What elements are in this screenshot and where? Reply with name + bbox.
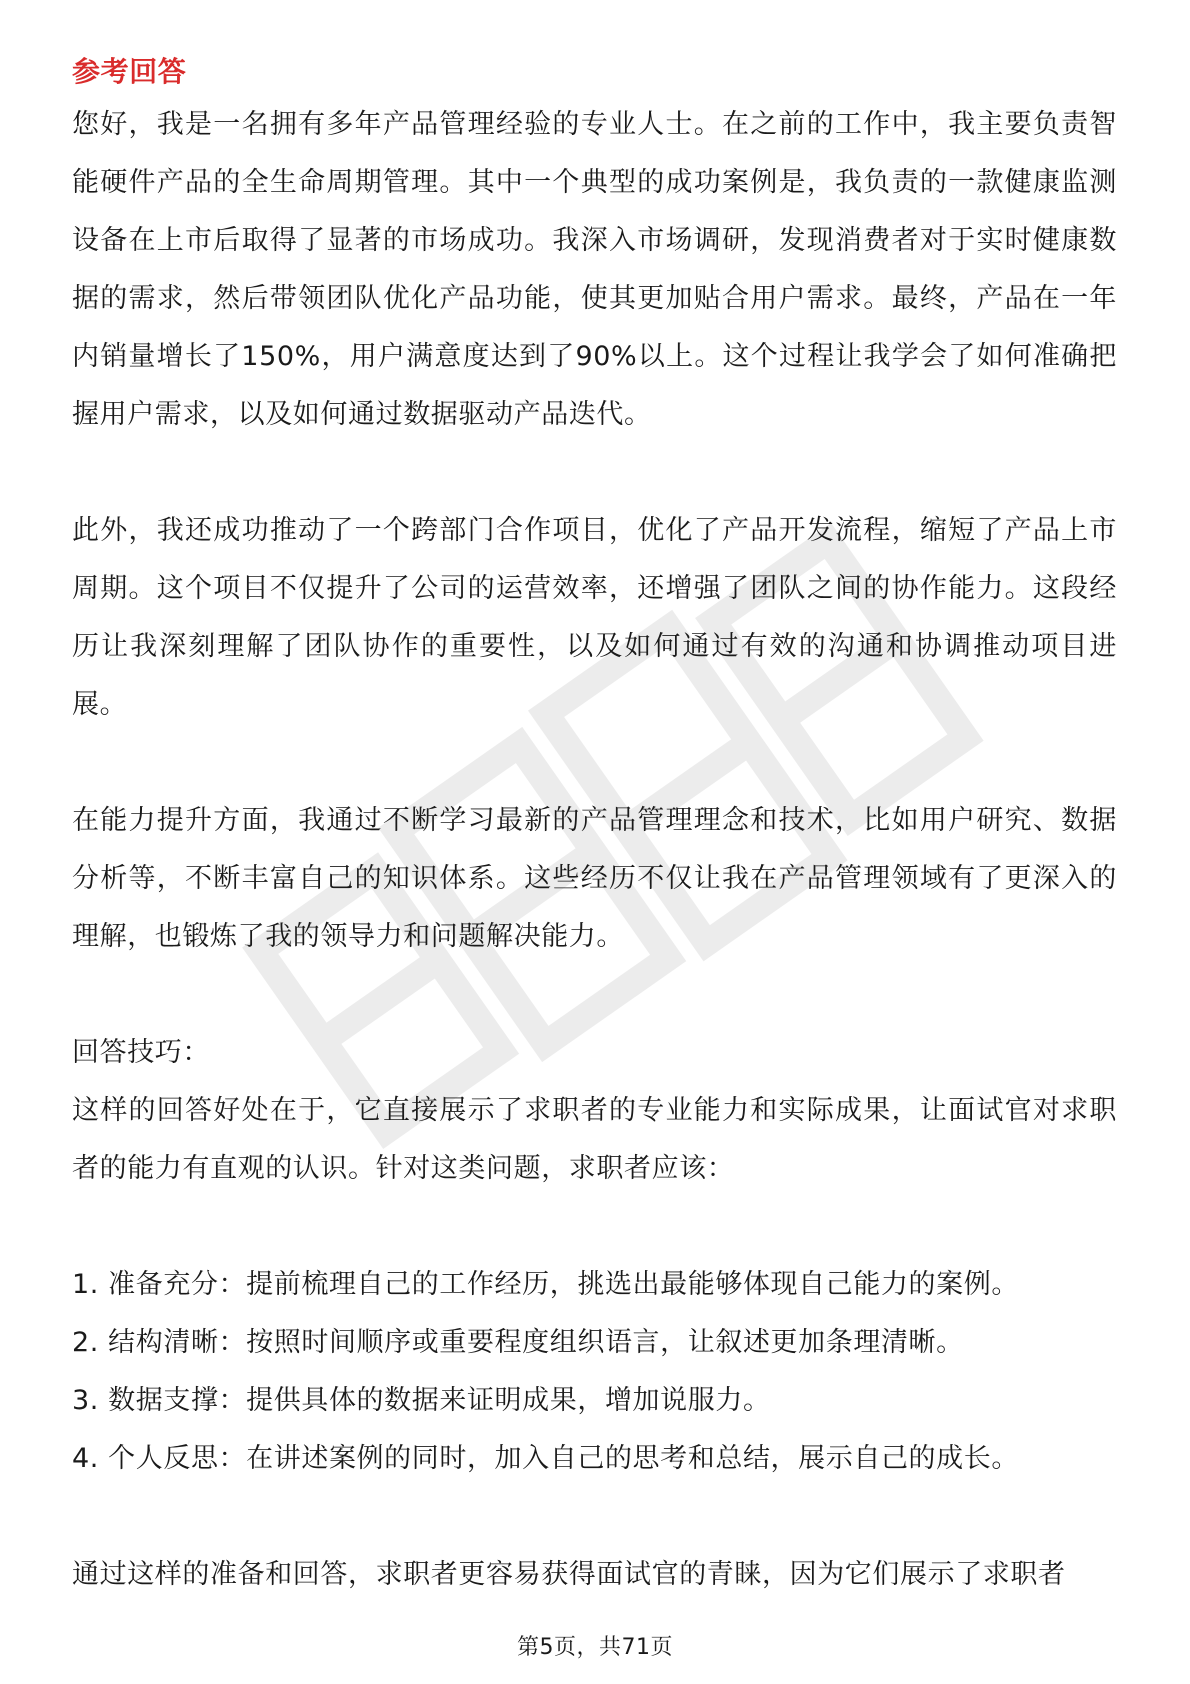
answer-paragraph-1: 您好，我是一名拥有多年产品管理经验的专业人士。在之前的工作中，我主要负责智能硬件产品的全生命周期管理。其中一个典型的成功案例是，我负责的一款健康监测设备在上市后取得了显著的市场成功。我深入市场调研，发现消费者对于实时健康数据的需求，然后带领团队优化产品功能，使其更加贴合用户需求。最终，产品在一年内销量增长了150%，用户满意度达到了90%以上。这个过程让我学会了如何准确把握用户需求，以及如何通过数据驱动产品迭代。	[72, 109, 1117, 430]
page-number: 第5页，共71页	[517, 1635, 673, 1660]
tips-list	[72, 1256, 1117, 1488]
closing-paragraph: 通过这样的准备和回答，求职者更容易获得面试官的青睐，因为它们展示了求职者	[72, 1559, 1066, 1590]
paragraph-spacer	[72, 1198, 1117, 1256]
list-item: 1. 准备充分：提前梳理自己的工作经历，挑选出最能够体现自己能力的案例。	[72, 1269, 1019, 1300]
paragraph-spacer	[72, 444, 1117, 502]
section-heading: 参考回答	[72, 55, 187, 88]
list-item: 2. 结构清晰：按照时间顺序或重要程度组织语言，让叙述更加条理清晰。	[72, 1327, 964, 1358]
tips-intro-paragraph: 这样的回答好处在于，它直接展示了求职者的专业能力和实际成果，让面试官对求职者的能力有直观的认识。针对这类问题，求职者应该：	[72, 1095, 1117, 1184]
answer-paragraph-2: 此外，我还成功推动了一个跨部门合作项目，优化了产品开发流程，缩短了产品上市周期。这个项目不仅提升了公司的运营效率，还增强了团队之间的协作能力。这段经历让我深刻理解了团队协作的重要性，以及如何通过有效的沟通和协调推动项目进展。	[72, 515, 1117, 720]
main-content	[72, 50, 1117, 1604]
tips-title: 回答技巧：	[72, 1037, 210, 1068]
list-item: 3. 数据支撑：提供具体的数据来证明成果，增加说服力。	[72, 1385, 771, 1416]
paragraph-spacer	[72, 734, 1117, 792]
paragraph-spacer	[72, 966, 1117, 1024]
list-item: 4. 个人反思：在讲述案例的同时，加入自己的思考和总结，展示自己的成长。	[72, 1443, 1019, 1474]
answer-paragraph-3: 在能力提升方面，我通过不断学习最新的产品管理理念和技术，比如用户研究、数据分析等，不断丰富自己的知识体系。这些经历不仅让我在产品管理领域有了更深入的理解，也锻炼了我的领导力和问题解决能力。	[72, 805, 1117, 952]
paragraph-spacer	[72, 1488, 1117, 1546]
